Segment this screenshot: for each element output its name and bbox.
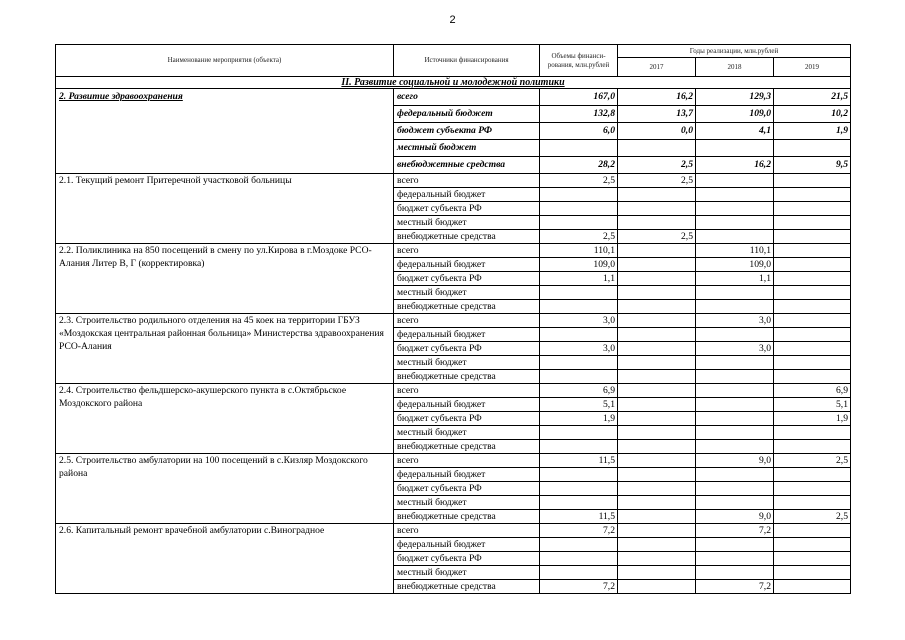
value-volume: 2,5	[540, 174, 618, 188]
value-y2017	[618, 468, 696, 482]
table-row	[56, 244, 851, 258]
value-y2017	[618, 482, 696, 496]
funding-source: федеральный бюджет	[394, 328, 540, 342]
value-y2018: 1,1	[696, 272, 774, 286]
value-volume	[540, 468, 618, 482]
value-y2017	[618, 272, 696, 286]
value-volume: 110,1	[540, 244, 618, 258]
value-y2018	[696, 286, 774, 300]
value-y2017	[618, 342, 696, 356]
value-y2018: 9,0	[696, 510, 774, 524]
budget-table	[55, 44, 851, 594]
funding-source: бюджет субъекта РФ	[394, 552, 540, 566]
value-y2017	[618, 286, 696, 300]
funding-source: бюджет субъекта РФ	[394, 482, 540, 496]
value-volume	[540, 188, 618, 202]
funding-source: бюджет субъекта РФ	[394, 342, 540, 356]
funding-source: местный бюджет	[394, 356, 540, 370]
value-volume: 109,0	[540, 258, 618, 272]
value-y2018: 16,2	[696, 157, 774, 174]
value-volume: 3,0	[540, 342, 618, 356]
funding-source: внебюджетные средства	[394, 157, 540, 174]
funding-source: внебюджетные средства	[394, 580, 540, 594]
value-y2017: 2,5	[618, 157, 696, 174]
value-y2017	[618, 580, 696, 594]
table-header	[56, 45, 851, 77]
value-y2019	[774, 230, 851, 244]
value-y2018	[696, 468, 774, 482]
value-y2019	[774, 356, 851, 370]
value-y2017	[618, 412, 696, 426]
value-y2018	[696, 174, 774, 188]
value-volume	[540, 482, 618, 496]
value-volume	[540, 140, 618, 157]
value-y2018	[696, 426, 774, 440]
activity-name: 2. Развитие здравоохранения	[56, 89, 394, 174]
value-y2018	[696, 188, 774, 202]
value-y2019	[774, 244, 851, 258]
value-volume: 3,0	[540, 314, 618, 328]
activity-name: 2.5. Строительство амбулатории на 100 посещений в с.Кизляр Моздокского района	[56, 454, 394, 524]
header-name: Наименование мероприятия (объекта)	[56, 45, 394, 77]
value-y2019	[774, 496, 851, 510]
funding-source: всего	[394, 524, 540, 538]
funding-source: бюджет субъекта РФ	[394, 123, 540, 140]
value-y2019	[774, 552, 851, 566]
value-y2017	[618, 426, 696, 440]
value-volume: 5,1	[540, 398, 618, 412]
value-volume	[540, 300, 618, 314]
funding-source: местный бюджет	[394, 286, 540, 300]
value-y2017	[618, 188, 696, 202]
funding-source: местный бюджет	[394, 140, 540, 157]
value-y2017	[618, 496, 696, 510]
funding-source: федеральный бюджет	[394, 398, 540, 412]
table-body	[56, 77, 851, 594]
value-volume	[540, 440, 618, 454]
value-volume: 11,5	[540, 454, 618, 468]
value-y2019	[774, 286, 851, 300]
value-y2019: 2,5	[774, 510, 851, 524]
value-y2018	[696, 140, 774, 157]
value-y2017	[618, 552, 696, 566]
value-y2017	[618, 300, 696, 314]
header-source: Источники финансирования	[394, 45, 540, 77]
funding-source: внебюджетные средства	[394, 300, 540, 314]
value-y2018	[696, 412, 774, 426]
value-y2017: 0,0	[618, 123, 696, 140]
header-volume: Объемы финанси-рования, млн.рублей	[540, 45, 618, 77]
value-volume: 7,2	[540, 580, 618, 594]
section-title: II. Развитие социальной и молодежной политики	[56, 77, 851, 89]
value-y2017	[618, 244, 696, 258]
value-y2019	[774, 140, 851, 157]
value-y2019	[774, 580, 851, 594]
value-y2019	[774, 258, 851, 272]
value-y2019	[774, 440, 851, 454]
value-volume	[540, 566, 618, 580]
value-y2019: 10,2	[774, 106, 851, 123]
value-volume	[540, 496, 618, 510]
value-y2017	[618, 384, 696, 398]
value-y2017	[618, 202, 696, 216]
table-row	[56, 384, 851, 398]
value-y2019	[774, 216, 851, 230]
value-y2019	[774, 370, 851, 384]
funding-source: бюджет субъекта РФ	[394, 272, 540, 286]
value-volume	[540, 216, 618, 230]
value-y2018	[696, 370, 774, 384]
value-y2018	[696, 552, 774, 566]
funding-source: внебюджетные средства	[394, 230, 540, 244]
value-y2018: 7,2	[696, 580, 774, 594]
value-volume	[540, 552, 618, 566]
table-row	[56, 174, 851, 188]
value-y2017: 2,5	[618, 230, 696, 244]
value-y2018	[696, 328, 774, 342]
value-y2018	[696, 230, 774, 244]
value-y2019	[774, 566, 851, 580]
value-y2017	[618, 538, 696, 552]
funding-source: всего	[394, 454, 540, 468]
value-y2018	[696, 566, 774, 580]
value-y2018	[696, 300, 774, 314]
value-y2017	[618, 314, 696, 328]
funding-source: федеральный бюджет	[394, 468, 540, 482]
value-y2019: 2,5	[774, 454, 851, 468]
value-y2018: 9,0	[696, 454, 774, 468]
value-y2017	[618, 370, 696, 384]
value-y2019	[774, 524, 851, 538]
value-y2019	[774, 426, 851, 440]
value-volume	[540, 538, 618, 552]
value-y2017	[618, 440, 696, 454]
funding-source: всего	[394, 174, 540, 188]
activity-name: 2.4. Строительство фельдшерско-акушерского пункта в с.Октябрьское Моздокского района	[56, 384, 394, 454]
value-y2017: 2,5	[618, 174, 696, 188]
value-y2019: 1,9	[774, 123, 851, 140]
summary-row	[56, 89, 851, 106]
value-y2017	[618, 140, 696, 157]
value-y2019	[774, 482, 851, 496]
funding-source: бюджет субъекта РФ	[394, 202, 540, 216]
header-year-2018: 2018	[696, 58, 774, 77]
value-volume	[540, 202, 618, 216]
funding-source: всего	[394, 384, 540, 398]
funding-source: местный бюджет	[394, 426, 540, 440]
value-y2019	[774, 188, 851, 202]
funding-source: внебюджетные средства	[394, 510, 540, 524]
value-y2019	[774, 202, 851, 216]
value-volume: 167,0	[540, 89, 618, 106]
value-y2019	[774, 538, 851, 552]
value-y2018	[696, 398, 774, 412]
funding-source: местный бюджет	[394, 216, 540, 230]
activity-name: 2.1. Текущий ремонт Притеречной участковой больницы	[56, 174, 394, 244]
table-row	[56, 314, 851, 328]
funding-source: местный бюджет	[394, 566, 540, 580]
value-y2019: 1,9	[774, 412, 851, 426]
funding-source: федеральный бюджет	[394, 188, 540, 202]
activity-name: 2.2. Поликлиника на 850 посещений в смену по ул.Кирова в г.Моздоке РСО-Алания Литер В, Г (корректировка)	[56, 244, 394, 314]
value-y2017	[618, 524, 696, 538]
value-y2017	[618, 356, 696, 370]
value-y2019	[774, 272, 851, 286]
value-y2017	[618, 510, 696, 524]
value-volume: 1,9	[540, 412, 618, 426]
value-volume: 6,0	[540, 123, 618, 140]
value-y2018	[696, 356, 774, 370]
value-y2019	[774, 174, 851, 188]
funding-source: всего	[394, 244, 540, 258]
value-y2019	[774, 314, 851, 328]
value-y2017: 16,2	[618, 89, 696, 106]
value-y2017	[618, 398, 696, 412]
value-y2018	[696, 202, 774, 216]
value-y2018: 129,3	[696, 89, 774, 106]
table-row	[56, 524, 851, 538]
value-volume	[540, 328, 618, 342]
funding-source: всего	[394, 89, 540, 106]
value-y2018	[696, 538, 774, 552]
value-y2018	[696, 440, 774, 454]
value-volume: 2,5	[540, 230, 618, 244]
value-volume	[540, 370, 618, 384]
value-volume: 132,8	[540, 106, 618, 123]
activity-name: 2.6. Капитальный ремонт врачебной амбулатории с.Виноградное	[56, 524, 394, 594]
value-y2018	[696, 482, 774, 496]
value-y2018: 4,1	[696, 123, 774, 140]
value-y2017	[618, 454, 696, 468]
value-y2019: 21,5	[774, 89, 851, 106]
value-y2018: 7,2	[696, 524, 774, 538]
funding-source: местный бюджет	[394, 496, 540, 510]
value-volume	[540, 426, 618, 440]
value-y2018	[696, 496, 774, 510]
value-volume: 7,2	[540, 524, 618, 538]
funding-source: внебюджетные средства	[394, 370, 540, 384]
value-y2019: 9,5	[774, 157, 851, 174]
value-y2019	[774, 468, 851, 482]
value-volume: 6,9	[540, 384, 618, 398]
value-y2017	[618, 258, 696, 272]
value-y2018: 109,0	[696, 106, 774, 123]
funding-source: бюджет субъекта РФ	[394, 412, 540, 426]
value-y2017	[618, 566, 696, 580]
table-row	[56, 454, 851, 468]
header-year-2017: 2017	[618, 58, 696, 77]
value-y2018: 110,1	[696, 244, 774, 258]
value-y2018	[696, 384, 774, 398]
value-volume	[540, 356, 618, 370]
value-y2019	[774, 342, 851, 356]
value-y2018: 3,0	[696, 314, 774, 328]
value-y2017	[618, 216, 696, 230]
value-y2019	[774, 300, 851, 314]
header-year-2019: 2019	[774, 58, 851, 77]
funding-source: внебюджетные средства	[394, 440, 540, 454]
page-number: 2	[449, 14, 456, 26]
value-volume: 11,5	[540, 510, 618, 524]
header-years: Годы реализации, млн.рублей	[618, 45, 851, 58]
funding-source: федеральный бюджет	[394, 106, 540, 123]
value-y2018	[696, 216, 774, 230]
value-volume: 1,1	[540, 272, 618, 286]
value-y2019: 5,1	[774, 398, 851, 412]
value-volume: 28,2	[540, 157, 618, 174]
value-y2018: 109,0	[696, 258, 774, 272]
value-volume	[540, 286, 618, 300]
value-y2019: 6,9	[774, 384, 851, 398]
funding-source: федеральный бюджет	[394, 258, 540, 272]
value-y2017	[618, 328, 696, 342]
value-y2017: 13,7	[618, 106, 696, 123]
funding-source: федеральный бюджет	[394, 538, 540, 552]
activity-name: 2.3. Строительство родильного отделения на 45 коек на территории ГБУЗ «Моздокская центральная районная больница» Министерства здравоохранения РСО-Алания	[56, 314, 394, 384]
value-y2018: 3,0	[696, 342, 774, 356]
value-y2019	[774, 328, 851, 342]
funding-source: всего	[394, 314, 540, 328]
